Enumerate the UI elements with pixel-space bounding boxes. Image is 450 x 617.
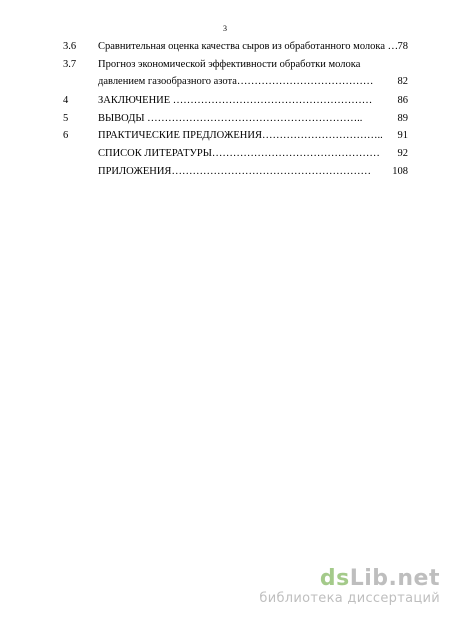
dslib-watermark: [259, 567, 440, 607]
logo-part-lib: Lib: [349, 566, 389, 591]
toc-number: 6: [63, 130, 69, 141]
toc-row: [0, 129, 450, 142]
toc-number: 4: [63, 95, 69, 106]
toc-number: 3.7: [63, 59, 77, 70]
toc-title: Сравнительная оценка качества сыров из обработанного молока …: [98, 41, 398, 52]
toc-page: 108: [392, 166, 408, 177]
toc-page: 86: [397, 95, 408, 106]
watermark-subtitle: библиотека диссертаций: [259, 591, 440, 606]
toc-page: 91: [397, 130, 408, 141]
toc-number: 5: [63, 113, 69, 124]
toc-row: [0, 58, 450, 71]
page-number: 3: [223, 24, 227, 33]
toc-title: ПРИЛОЖЕНИЯ…………………………………………………: [98, 166, 371, 177]
toc-row: [0, 75, 450, 88]
toc-title: СПИСОК ЛИТЕРАТУРЫ…………………………………………: [98, 148, 380, 159]
toc-title: Прогноз экономической эффективности обработки молока: [98, 59, 361, 70]
toc-row: [0, 165, 450, 178]
dslib-logo: [259, 567, 440, 591]
toc-title: ЗАКЛЮЧЕНИЕ …………………………………………………: [98, 95, 373, 106]
toc-page: 92: [397, 148, 408, 159]
toc-title: ВЫВОДЫ ……………………………………………………..: [98, 113, 363, 124]
toc-title: ПРАКТИЧЕСКИЕ ПРЕДЛОЖЕНИЯ……………………………..: [98, 130, 383, 141]
toc-row: [0, 112, 450, 125]
toc-page: 78: [397, 41, 408, 52]
toc-row: [0, 147, 450, 160]
toc-page: 89: [397, 113, 408, 124]
toc-row: [0, 94, 450, 107]
toc-number: 3.6: [63, 41, 77, 52]
logo-part-ds: ds: [319, 566, 350, 591]
toc-title: давлением газообразного азота…………………………………: [98, 76, 374, 87]
toc-row: [0, 40, 450, 53]
logo-part-net: .net: [388, 566, 440, 591]
toc-page: 82: [397, 76, 408, 87]
